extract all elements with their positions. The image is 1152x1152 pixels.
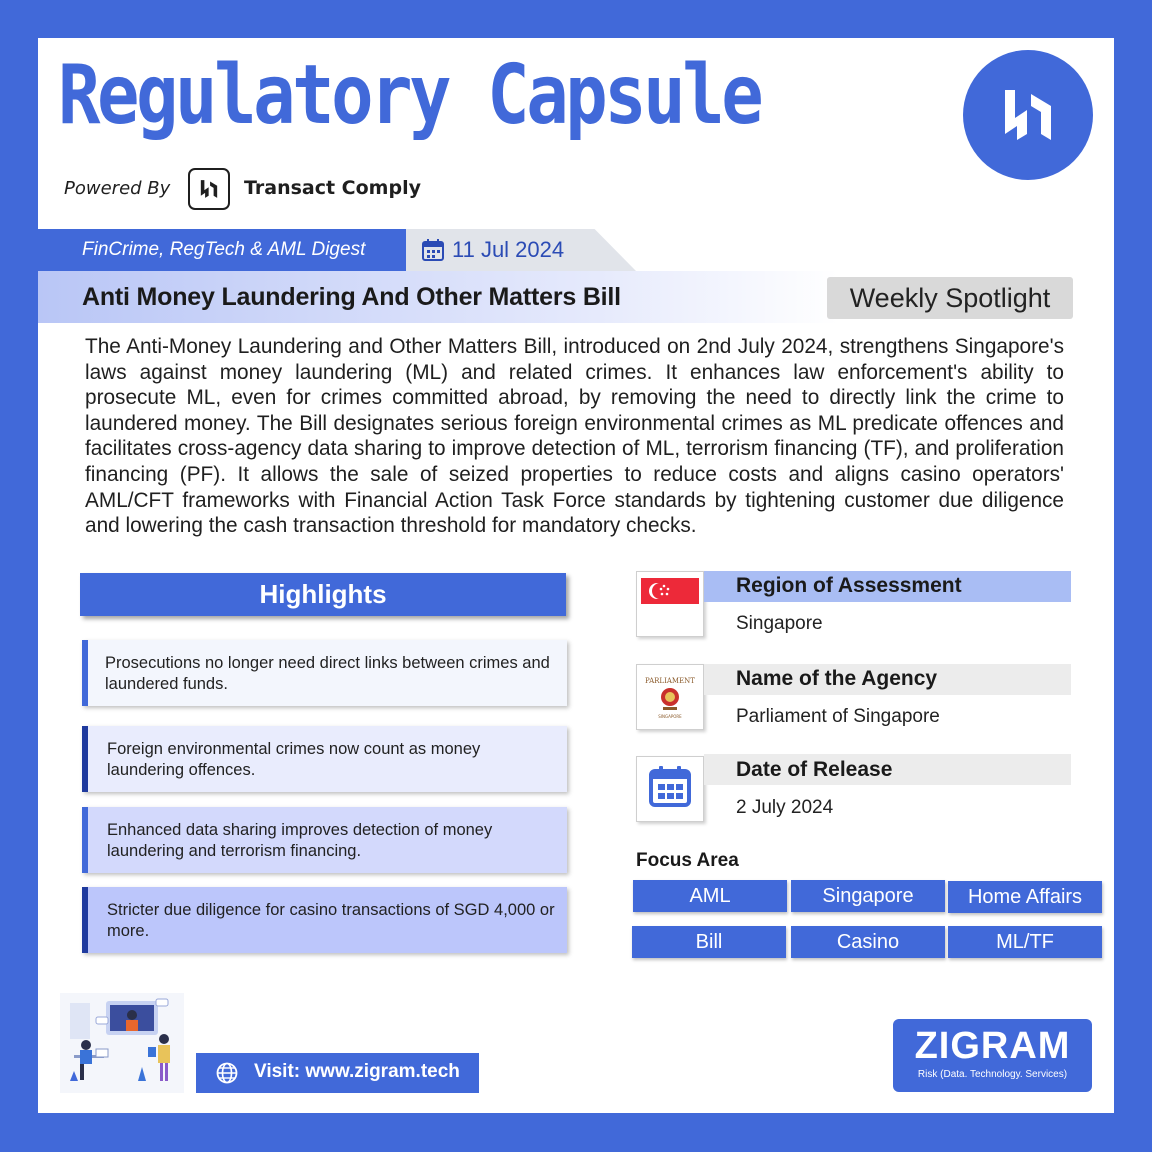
digest-label: FinCrime, RegTech & AML Digest [82,239,366,260]
transact-comply-small-logo-icon [188,168,230,210]
zigram-logo [893,1019,1092,1092]
focus-tag-bill: Bill [632,926,786,958]
capsule-card [38,38,1114,1113]
region-label: Region of Assessment [736,574,962,597]
people-at-work-illustration [60,993,184,1093]
visit-text: Visit: www.zigram.tech [254,1061,460,1082]
highlight-item [82,807,567,873]
parliament-emblem-icon [636,664,704,730]
highlight-accent [82,726,88,792]
powered-by-label: Powered By [64,178,171,199]
highlight-accent [82,640,88,706]
focus-area-title: Focus Area [636,850,739,871]
region-value: Singapore [736,613,823,634]
globe-icon [216,1062,238,1084]
highlight-item [82,887,567,953]
transact-comply-logo-icon [963,50,1093,180]
digest-date: 11 Jul 2024 [452,237,565,262]
focus-tag-casino: Casino [791,926,945,958]
highlight-item [82,640,567,706]
highlight-accent [82,807,88,873]
highlight-text: Foreign environmental crimes now count as money laundering offences. [107,740,481,779]
brand-name: Transact Comply [244,177,421,199]
singapore-flag-icon [636,571,704,637]
highlight-text: Stricter due diligence for casino transactions of SGD 4,000 or more. [107,901,555,940]
zigram-name: ZIGRAM [914,1025,1071,1067]
highlight-text: Enhanced data sharing improves detection of money laundering and terrorism financing. [107,821,493,860]
focus-tag-home-affairs: Home Affairs [948,881,1102,913]
agency-value: Parliament of Singapore [736,706,940,727]
focus-tag-aml: AML [633,880,787,912]
focus-tag-ml-tf: ML/TF [948,926,1102,958]
highlight-text: Prosecutions no longer need direct links between crimes and laundered funds. [105,654,550,693]
parliament-emblem-text: PARLIAMENT [645,677,695,685]
highlight-accent [82,887,88,953]
release-label: Date of Release [736,758,893,781]
article-headline: Anti Money Laundering And Other Matters Bill [82,283,621,311]
parliament-emblem-subtext: SINGAPORE [658,714,682,719]
highlights-title: Highlights [80,573,566,616]
article-summary: The Anti-Money Laundering and Other Matters Bill, introduced on 2nd July 2024, strengthens Singapore's laws against money laundering (ML) and related crimes. It enhances law enforcement's ability to prosecute ML, even for crimes committed abroad, by removing the need to directly link the crime to laundered money. The Bill designates serious foreign environmental crimes as ML predicate offences and facilitates cross-agency data sharing to improve detection of ML, terrorism financing (TF), and proliferation financing (PF). It allows the sale of seized properties to reduce costs and aligns casino operators' AML/CFT frameworks with Financial Action Task Force standards by tightening customer due diligence and lowering the cash transaction threshold for mandatory checks. [85,335,1064,538]
zigram-tagline: Risk (Data. Technology. Services) [917,1069,1068,1080]
calendar-icon [422,239,444,265]
highlight-item [82,726,567,792]
weekly-spotlight-badge: Weekly Spotlight [827,277,1073,319]
page-title: Regulatory Capsule [58,48,761,143]
release-value: 2 July 2024 [736,797,834,818]
focus-tag-singapore: Singapore [791,880,945,912]
agency-label: Name of the Agency [736,667,938,690]
calendar-grid-icon [636,756,704,822]
visit-website-link[interactable] [196,1053,479,1093]
